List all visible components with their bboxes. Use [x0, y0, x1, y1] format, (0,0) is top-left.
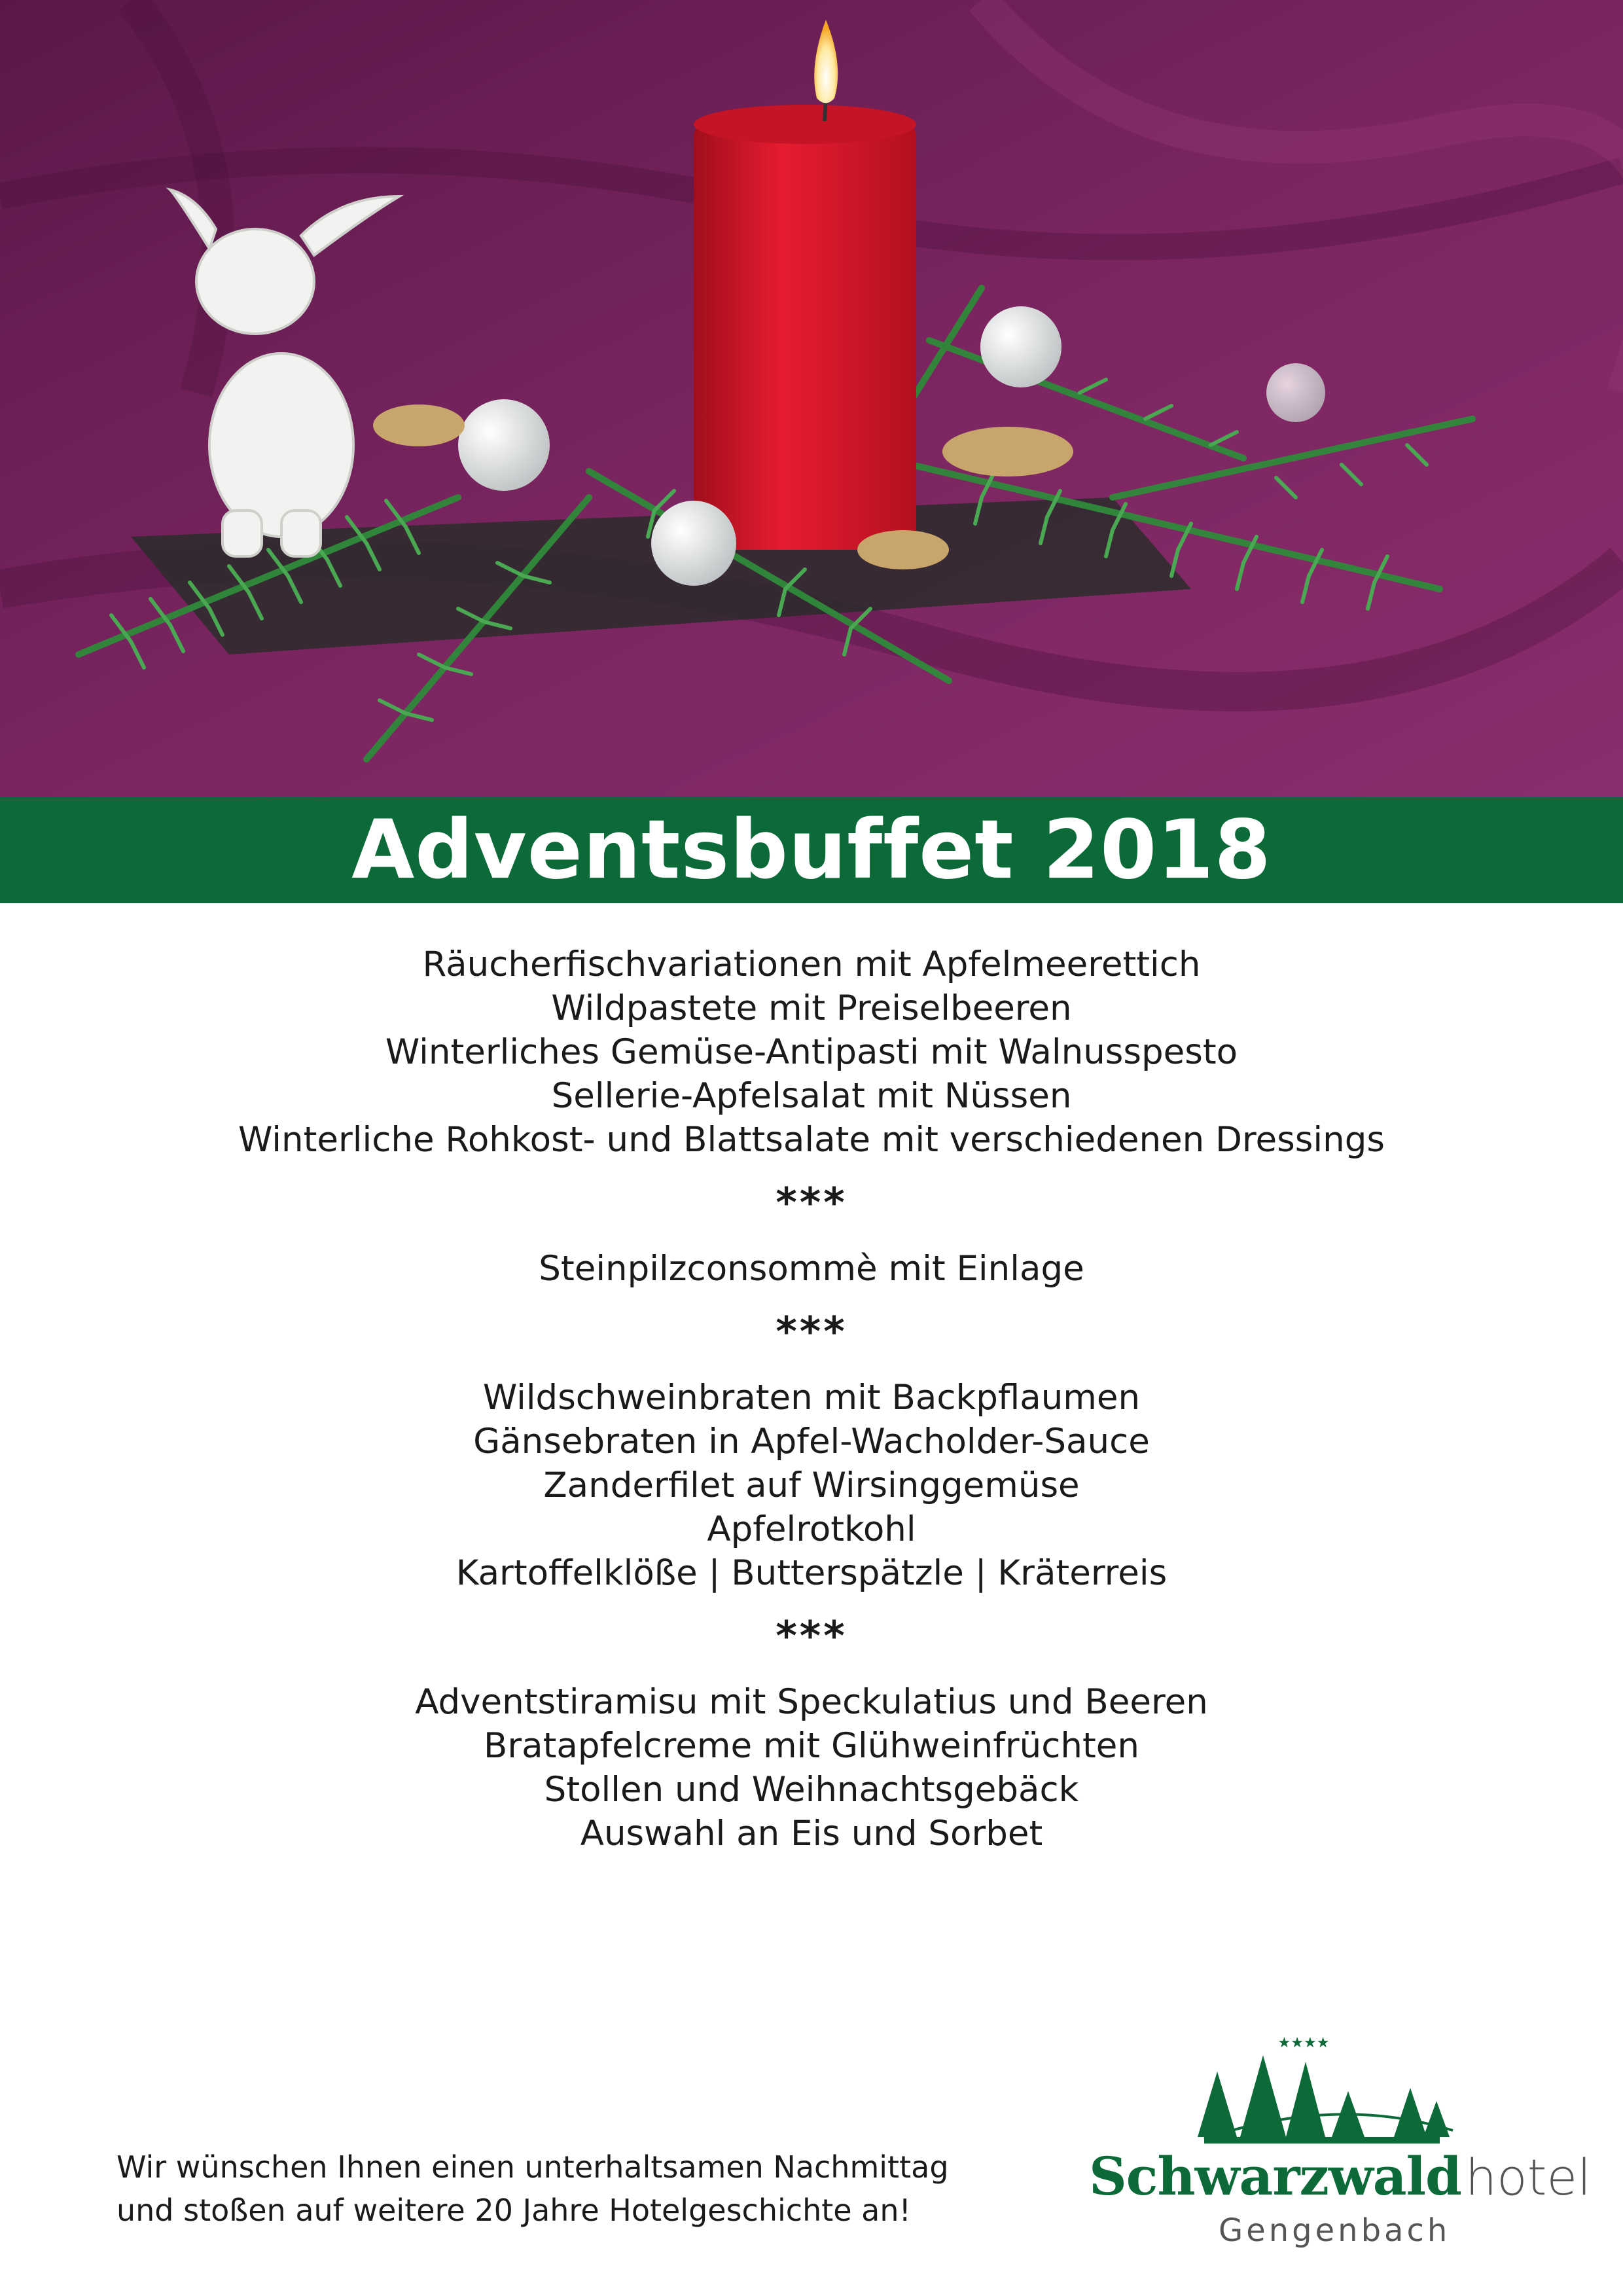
course-separator: ***: [776, 1612, 847, 1660]
dish: Wildpastete mit Preiselbeeren: [551, 988, 1072, 1028]
course-desserts: [0, 1680, 1623, 1856]
dish: Zanderfilet auf Wirsinggemüse: [543, 1465, 1080, 1505]
logo-city: Gengenbach: [1219, 2212, 1451, 2249]
title-banner: [0, 797, 1623, 903]
dish: Stollen und Weihnachtsgebäck: [544, 1770, 1079, 1810]
course-starters: [0, 942, 1623, 1162]
dish: Winterliches Gemüse-Antipasti mit Walnusspesto: [385, 1032, 1238, 1072]
course-mains: [0, 1376, 1623, 1595]
page-title: Adventsbuffet 2018: [351, 803, 1272, 897]
course-separator: ***: [776, 1308, 847, 1355]
advent-arrangement-image: [0, 0, 1623, 797]
course-separator: ***: [776, 1179, 847, 1227]
hotel-logo: [1073, 2016, 1592, 2251]
closing-line: und stoßen auf weitere 20 Jahre Hotelgeschichte an!: [116, 2193, 911, 2228]
logo-suffix: hotel: [1465, 2148, 1592, 2206]
logo-brand: Schwarzwald: [1089, 2145, 1461, 2207]
dish: Steinpilzconsommè mit Einlage: [539, 1249, 1084, 1289]
fir-trees-icon: [1073, 2016, 1558, 2153]
dish: Winterliche Rohkost- und Blattsalate mit verschiedenen Dressings: [238, 1120, 1385, 1160]
dish: Gänsebraten in Apfel-Wacholder-Sauce: [473, 1422, 1150, 1462]
dish: Bratapfelcreme mit Glühweinfrüchten: [484, 1726, 1139, 1766]
advent-photo: [0, 0, 1623, 797]
closing-line: Wir wünschen Ihnen einen unterhaltsamen Nachmittag: [116, 2149, 949, 2185]
logo-wordmark: [1089, 2147, 1591, 2207]
dish: Räucherfischvariationen mit Apfelmeerettich: [422, 944, 1201, 984]
closing-message: [116, 2145, 949, 2232]
dish: Kartoffelklöße | Butterspätzle | Kräterreis: [455, 1553, 1168, 1593]
dish: Auswahl an Eis und Sorbet: [580, 1814, 1043, 1854]
course-soup: [0, 1247, 1623, 1291]
dish: Adventstiramisu mit Speckulatius und Beeren: [415, 1682, 1208, 1722]
dish: Apfelrotkohl: [707, 1509, 916, 1549]
rating-stars: ★★★★: [1277, 2035, 1330, 2051]
dish: Sellerie-Apfelsalat mit Nüssen: [551, 1076, 1072, 1116]
dish: Wildschweinbraten mit Backpflaumen: [482, 1378, 1141, 1418]
menu-list: [0, 942, 1623, 1856]
